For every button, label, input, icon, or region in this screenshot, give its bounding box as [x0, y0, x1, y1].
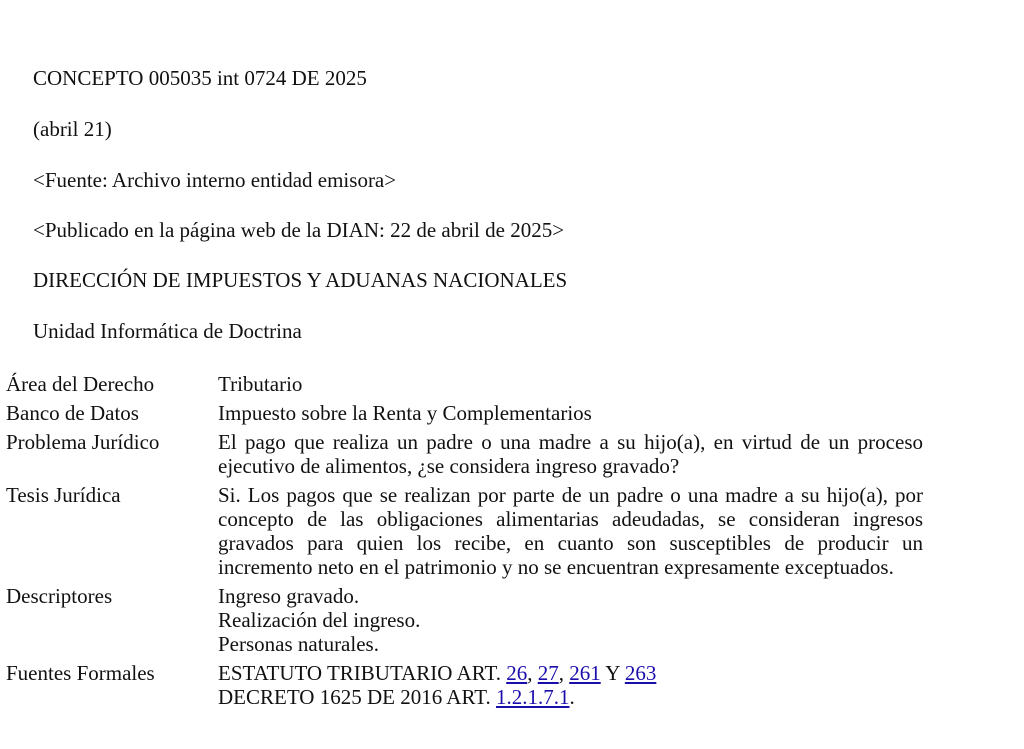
problem-label: Problema Jurídico [6, 430, 160, 454]
link-art-263[interactable]: 263 [624, 661, 657, 685]
thesis-label: Tesis Jurídica [6, 483, 121, 507]
entity-name: DIRECCIÓN DE IMPUESTOS Y ADUANAS NACIONALES [33, 268, 568, 292]
descriptors-label: Descriptores [6, 584, 113, 608]
descriptor-item: Personas naturales. [218, 632, 379, 656]
descriptor-item: Realización del ingreso. [218, 608, 421, 632]
separator: , [558, 661, 570, 685]
decree-prefix: DECRETO 1625 DE 2016 ART. [218, 685, 496, 709]
separator: , [527, 661, 538, 685]
separator: Y [600, 661, 625, 685]
table-row-thesis [6, 483, 923, 579]
source-note: <Fuente: Archivo interno entidad emisora> [33, 168, 397, 192]
link-art-27[interactable]: 27 [537, 661, 559, 685]
link-art-261[interactable]: 261 [569, 661, 601, 685]
published-note: <Publicado en la página web de la DIAN: 22 de abril de 2025> [33, 218, 565, 242]
table-row-area [6, 372, 923, 396]
area-value: Tributario [218, 372, 303, 396]
link-art-1-2-1-7-1[interactable]: 1.2.1.7.1 [495, 685, 570, 709]
statute-prefix: ESTATUTO TRIBUTARIO ART. [218, 661, 507, 685]
sources-value [218, 661, 923, 709]
concept-title: CONCEPTO 005035 int 0724 DE 2025 [33, 66, 367, 90]
thesis-value: Si. Los pagos que se realizan por parte de un padre o una madre a su hijo(a), por concepto de las obligaciones alimentarias adeudadas, se consideran ingresos gravados para quien los recibe, en cuanto son susceptibles de producir un incremento neto en el patrimonio y no se encuentran expresamente exceptuados. [218, 483, 923, 579]
bank-value: Impuesto sobre la Renta y Complementarios [218, 401, 592, 425]
area-label: Área del Derecho [6, 372, 155, 396]
table-row-problem [6, 430, 923, 478]
unit-name: Unidad Informática de Doctrina [33, 319, 302, 343]
descriptor-item: Ingreso gravado. [218, 584, 360, 608]
table-row-bank [6, 401, 923, 425]
bank-label: Banco de Datos [6, 401, 139, 425]
decree-suffix: . [569, 685, 575, 709]
problem-value: El pago que realiza un padre o una madre a su hijo(a), en virtud de un proceso ejecutivo de alimentos, ¿se considera ingreso gravado? [218, 430, 923, 478]
sources-line-1 [218, 661, 923, 685]
descriptors-value [218, 584, 923, 656]
link-art-26[interactable]: 26 [506, 661, 528, 685]
concept-date: (abril 21) [33, 117, 112, 141]
table-row-sources [6, 661, 923, 709]
sources-line-2 [218, 685, 923, 709]
table-row-descriptors [6, 584, 923, 656]
sources-label: Fuentes Formales [6, 661, 155, 685]
metadata-table [6, 372, 923, 714]
